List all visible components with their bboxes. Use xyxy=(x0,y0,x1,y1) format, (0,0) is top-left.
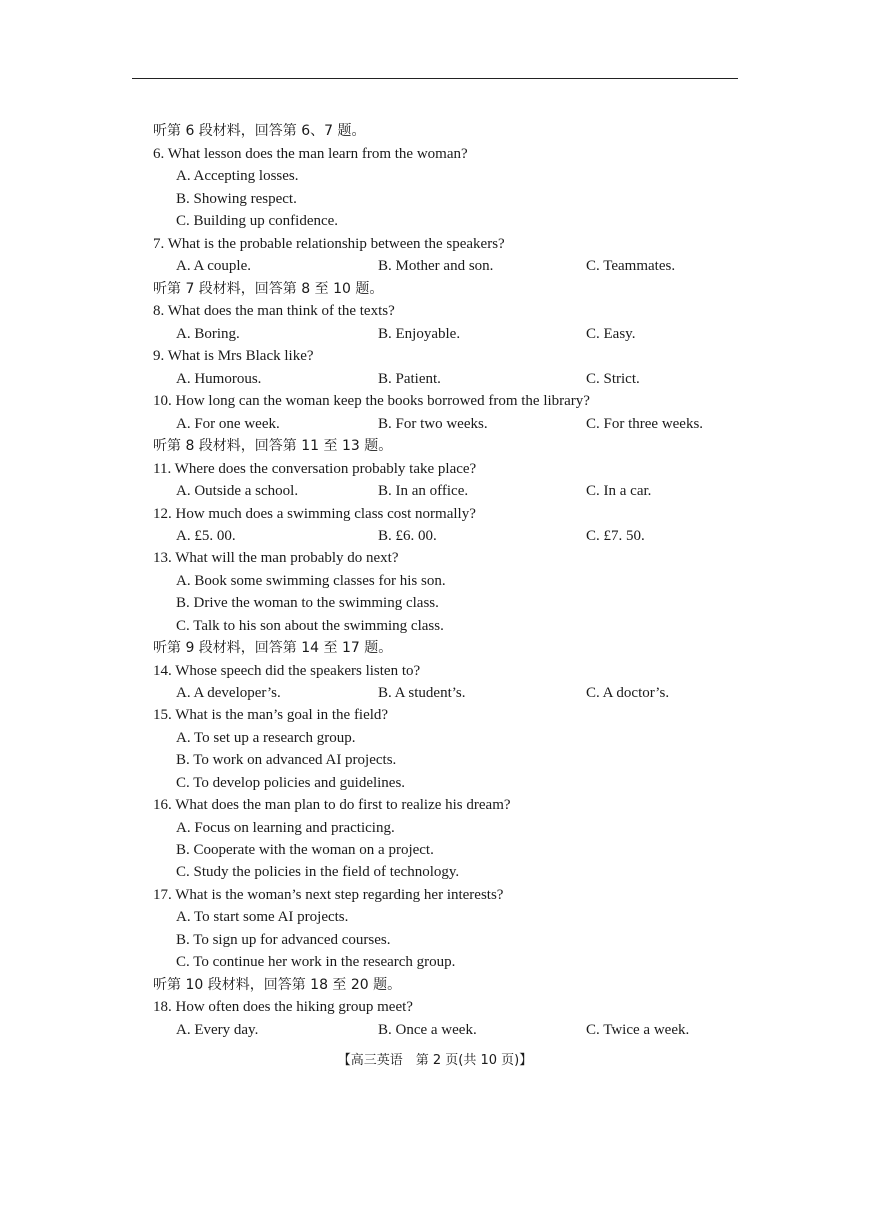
q8-option-c: C. Easy. xyxy=(586,326,636,342)
q17-option-b: B. To sign up for advanced courses. xyxy=(176,932,391,948)
q18-option-c: C. Twice a week. xyxy=(586,1022,690,1038)
q16-option-b: B. Cooperate with the woman on a project. xyxy=(176,842,434,858)
q6-option-c: C. Building up confidence. xyxy=(176,213,339,229)
q14-option-c: C. A doctor’s. xyxy=(586,685,670,701)
q13-option-c: C. Talk to his son about the swimming class. xyxy=(176,618,444,634)
q6-option-a: A. Accepting losses. xyxy=(176,168,299,184)
q12-option-a: A. £5. 00. xyxy=(176,528,236,544)
question-12: 12. How much does a swimming class cost normally? xyxy=(153,506,476,522)
q8-option-b: B. Enjoyable. xyxy=(378,326,461,342)
q18-option-b: B. Once a week. xyxy=(378,1022,477,1038)
q7-option-c: C. Teammates. xyxy=(586,258,676,274)
q11-option-a: A. Outside a school. xyxy=(176,483,299,499)
page-footer: 【高三英语 第 2 页(共 10 页)】 xyxy=(337,1053,533,1068)
q17-option-c: C. To continue her work in the research group. xyxy=(176,954,456,970)
q13-option-a: A. Book some swimming classes for his son. xyxy=(176,573,446,589)
q6-option-b: B. Showing respect. xyxy=(176,191,297,207)
q10-option-b: B. For two weeks. xyxy=(378,416,488,432)
q18-option-a: A. Every day. xyxy=(176,1022,259,1038)
question-15: 15. What is the man’s goal in the field? xyxy=(153,707,389,723)
section-heading-6: 听第 6 段材料，回答第 6、7 题。 xyxy=(153,123,366,139)
q15-option-c: C. To develop policies and guidelines. xyxy=(176,775,406,791)
q11-option-c: C. In a car. xyxy=(586,483,652,499)
question-7: 7. What is the probable relationship between the speakers? xyxy=(153,236,505,252)
q10-option-c: C. For three weeks. xyxy=(586,416,704,432)
q14-option-b: B. A student’s. xyxy=(378,685,466,701)
question-11: 11. Where does the conversation probably take place? xyxy=(153,461,477,477)
question-13: 13. What will the man probably do next? xyxy=(153,550,399,566)
q7-option-b: B. Mother and son. xyxy=(378,258,494,274)
q11-option-b: B. In an office. xyxy=(378,483,469,499)
question-10: 10. How long can the woman keep the books borrowed from the library? xyxy=(153,393,590,409)
q14-option-a: A. A developer’s. xyxy=(176,685,281,701)
question-14: 14. Whose speech did the speakers listen to? xyxy=(153,663,421,679)
q16-option-a: A. Focus on learning and practicing. xyxy=(176,820,395,836)
question-8: 8. What does the man think of the texts? xyxy=(153,303,395,319)
q7-option-a: A. A couple. xyxy=(176,258,251,274)
header-rule xyxy=(132,78,738,79)
q9-option-a: A. Humorous. xyxy=(176,371,262,387)
question-6: 6. What lesson does the man learn from the woman? xyxy=(153,146,468,162)
section-heading-7: 听第 7 段材料，回答第 8 至 10 题。 xyxy=(153,281,384,297)
q15-option-a: A. To set up a research group. xyxy=(176,730,356,746)
q15-option-b: B. To work on advanced AI projects. xyxy=(176,752,397,768)
q8-option-a: A. Boring. xyxy=(176,326,240,342)
q10-option-a: A. For one week. xyxy=(176,416,280,432)
q13-option-b: B. Drive the woman to the swimming class. xyxy=(176,595,439,611)
question-16: 16. What does the man plan to do first to realize his dream? xyxy=(153,797,511,813)
section-heading-10: 听第 10 段材料，回答第 18 至 20 题。 xyxy=(153,977,402,993)
q17-option-a: A. To start some AI projects. xyxy=(176,909,349,925)
q12-option-b: B. £6. 00. xyxy=(378,528,437,544)
q12-option-c: C. £7. 50. xyxy=(586,528,645,544)
question-9: 9. What is Mrs Black like? xyxy=(153,348,314,364)
q9-option-c: C. Strict. xyxy=(586,371,640,387)
question-17: 17. What is the woman’s next step regarding her interests? xyxy=(153,887,504,903)
q16-option-c: C. Study the policies in the field of technology. xyxy=(176,864,460,880)
q9-option-b: B. Patient. xyxy=(378,371,441,387)
section-heading-9: 听第 9 段材料，回答第 14 至 17 题。 xyxy=(153,640,393,656)
question-18: 18. How often does the hiking group meet? xyxy=(153,999,413,1015)
section-heading-8: 听第 8 段材料，回答第 11 至 13 题。 xyxy=(153,438,393,454)
